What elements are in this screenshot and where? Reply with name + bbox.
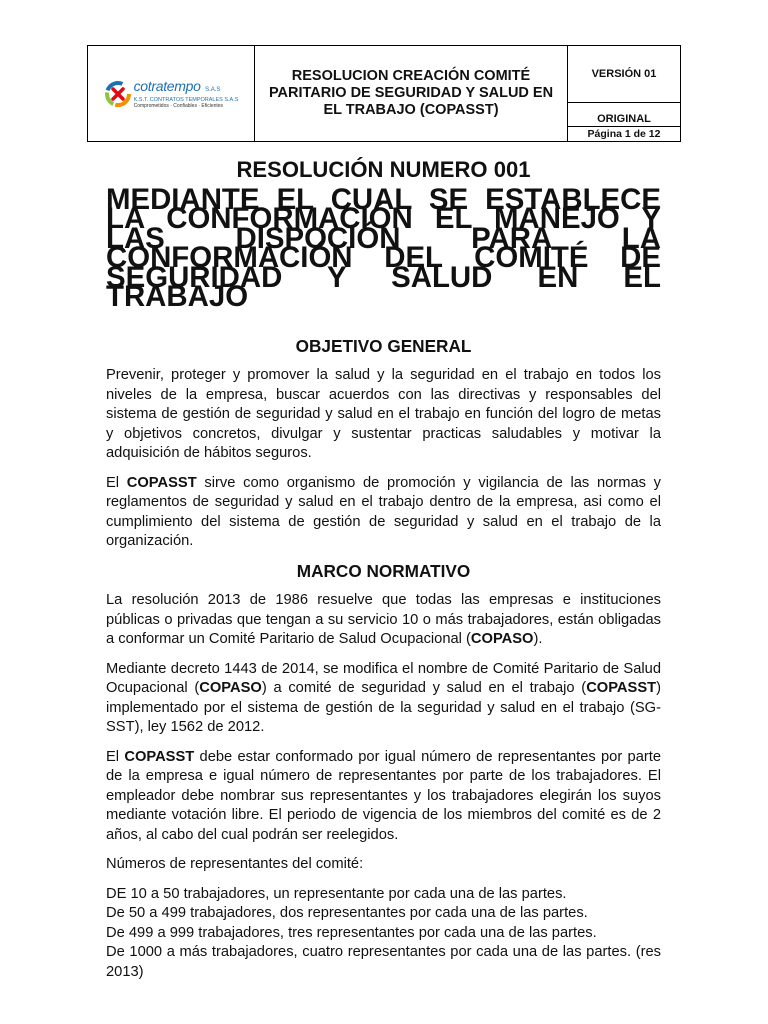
marco-paragraph-3: El COPASST debe estar conformado por igual número de representantes por parte de la empresa e igual número de representantes por parte de los trabajadores. El empleador debe nombrar sus representantes y los trabajadores elegirán los suyos mediante votación libre. El periodo de vigencia de los miembros del comité es de 2 años, al cabo del cual podrán ser reelegidos.: [106, 748, 662, 843]
logo-cell: [88, 46, 255, 141]
logo-tagline: Comprometidos · Confiables · Eficientes: [133, 103, 224, 109]
page-number: Página 1 de 12: [587, 128, 661, 140]
rep-line: De 50 a 499 trabajadores, dos representantes por cada una de las partes.: [106, 905, 588, 921]
representantes-intro: Números de representantes del comité:: [106, 856, 364, 872]
resolution-title: RESOLUCIÓN NUMERO 001: [236, 157, 531, 182]
company-logo: [104, 78, 239, 109]
marco-heading: MARCO NORMATIVO: [296, 560, 471, 581]
version-label: VERSIÓN 01: [568, 46, 680, 103]
logo-name: cotratempo: [133, 78, 201, 94]
logo-sas: S.A.S: [205, 87, 221, 93]
header-title: RESOLUCION CREACIÓN COMITÉ PARITARIO DE SEGURIDAD Y SALUD EN EL TRABAJO (COPASST): [255, 46, 568, 141]
document-body: [106, 157, 662, 982]
document-header: [87, 45, 681, 142]
main-heading: MEDIANTE EL CUAL SE ESTABLECE LA CONFORMACIÓN EL MANEJO Y LAS DISPOCIÓN PARA LA CONFORMACIÓN DEL COMITÉ DE SEGURIDAD Y SALUD EN EL TRABAJO: [106, 182, 661, 313]
objetivo-heading: OBJETIVO GENERAL: [295, 335, 472, 356]
rep-line: De 499 a 999 trabajadores, tres representantes por cada una de las partes.: [106, 924, 597, 941]
rep-line: DE 10 a 50 trabajadores, un representante por cada una de las partes.: [106, 885, 567, 902]
marco-paragraph-2: Mediante decreto 1443 de 2014, se modifica el nombre de Comité Paritario de Salud Ocupacional (COPASO) a comité de seguridad y salud en el trabajo (COPASST) implementado por el sistema de gestión de la seguridad y salud en el trabajo (SG-SST), ley 1562 de 2012.: [106, 660, 662, 735]
rep-line: De 1000 a más trabajadores, cuatro representantes por cada una de las partes. (res 2013): [106, 944, 661, 980]
original-label: ORIGINAL: [568, 103, 680, 127]
header-meta: [568, 46, 680, 141]
logo-subtitle: K.S.T. CONTRATOS TEMPORALES S.A.S: [133, 97, 239, 103]
objetivo-paragraph-2: El COPASST sirve como organismo de promoción y vigilancia de las normas y reglamentos de seguridad y salud en el trabajo dentro de la empresa, asi como el cumplimiento del sistema de gestión de seguridad y salud en el trabajo de la organización.: [106, 474, 661, 549]
objetivo-paragraph-1: Prevenir, proteger y promover la salud y la seguridad en el trabajo en todos los niveles de la empresa, buscar acuerdos con las directivas y responsables del sistema de gestión de seguridad y salud en el trabajo en función del logro de metas y objetivos concretos, divulgar y sustentar practicas saludables y motivar la adquisición de hábitos seguros.: [106, 367, 661, 461]
marco-paragraph-1: La resolución 2013 de 1986 resuelve que todas las empresas e instituciones públicas o privadas que tengan a su servicio 10 o más trabajadores, están obligadas a conformar un Comité Paritario de Salud Ocupacional (COPASO).: [106, 592, 661, 647]
logo-mark-icon: [104, 79, 132, 109]
